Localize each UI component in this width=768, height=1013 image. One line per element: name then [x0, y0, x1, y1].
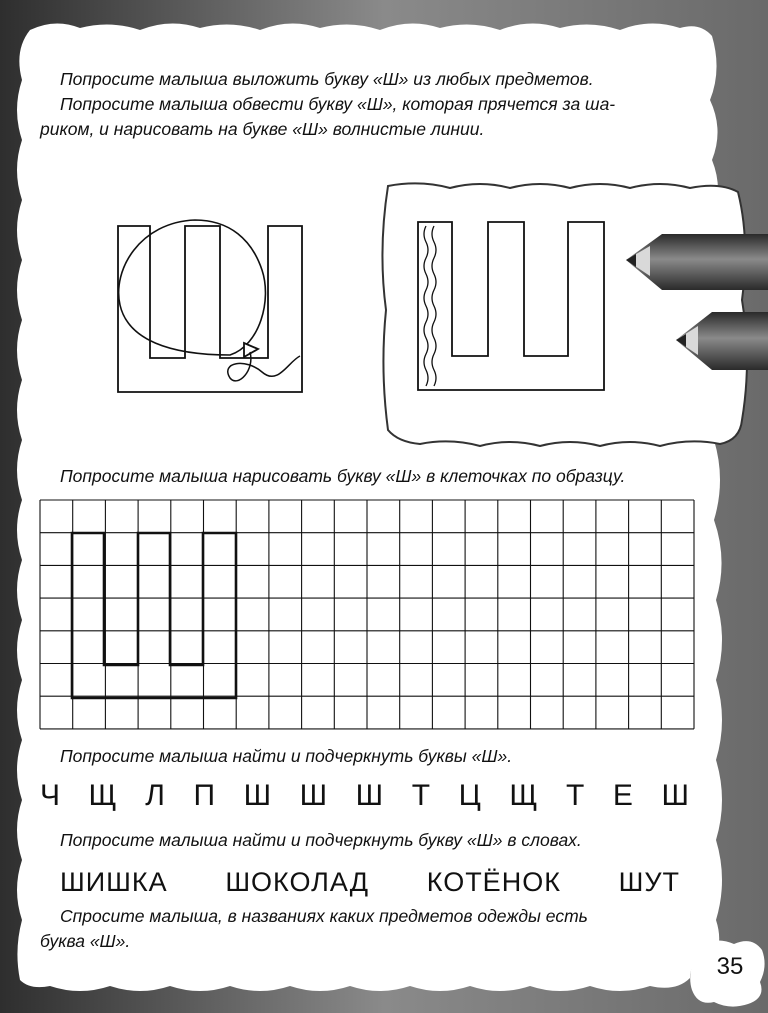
- letter-item[interactable]: Щ: [509, 779, 539, 812]
- letter-item[interactable]: Ш: [661, 779, 690, 812]
- letter-item[interactable]: Ч: [40, 779, 61, 812]
- page-number: 35: [716, 953, 744, 980]
- letter-item[interactable]: П: [193, 779, 217, 812]
- letter-item[interactable]: Щ: [88, 779, 118, 812]
- letter-item[interactable]: Т: [411, 779, 432, 812]
- word-item[interactable]: ШУТ: [618, 866, 680, 897]
- instruction-lay-out: Попросите малыша выложить букву «Ш» из любых предметов.: [60, 69, 594, 89]
- letter-item[interactable]: Ш: [243, 779, 273, 812]
- letter-item[interactable]: Ш: [355, 779, 385, 812]
- instruction-find-letters: Попросите малыша найти и подчеркнуть буквы «Ш».: [60, 746, 513, 766]
- letter-item[interactable]: Ш: [299, 779, 329, 812]
- word-item[interactable]: ШОКОЛАД: [225, 866, 370, 897]
- instruction-trace-line2: риком, и нарисовать на букве «Ш» волнистые линии.: [40, 119, 485, 139]
- instruction-trace-line1: Попросите малыша обвести букву «Ш», которая прячется за ша-: [60, 94, 616, 114]
- letter-item[interactable]: Е: [612, 779, 634, 812]
- instruction-find-in-words: Попросите малыша найти и подчеркнуть букву «Ш» в словах.: [60, 830, 582, 850]
- paper-card-right: [382, 183, 747, 446]
- instruction-grid: Попросите малыша нарисовать букву «Ш» в клеточках по образцу.: [60, 466, 626, 486]
- word-item[interactable]: ШИШКА: [60, 866, 168, 897]
- instruction-clothes-line2: буква «Ш».: [40, 931, 131, 951]
- letter-item[interactable]: Ц: [458, 779, 482, 812]
- instruction-clothes-line1: Спросите малыша, в названиях каких предметов одежды есть: [60, 906, 588, 926]
- letter-item[interactable]: Л: [145, 779, 166, 812]
- letter-item[interactable]: Т: [566, 779, 586, 812]
- word-item[interactable]: КОТЁНОК: [426, 866, 561, 897]
- letter-row: [40, 772, 690, 820]
- word-row: [60, 862, 680, 902]
